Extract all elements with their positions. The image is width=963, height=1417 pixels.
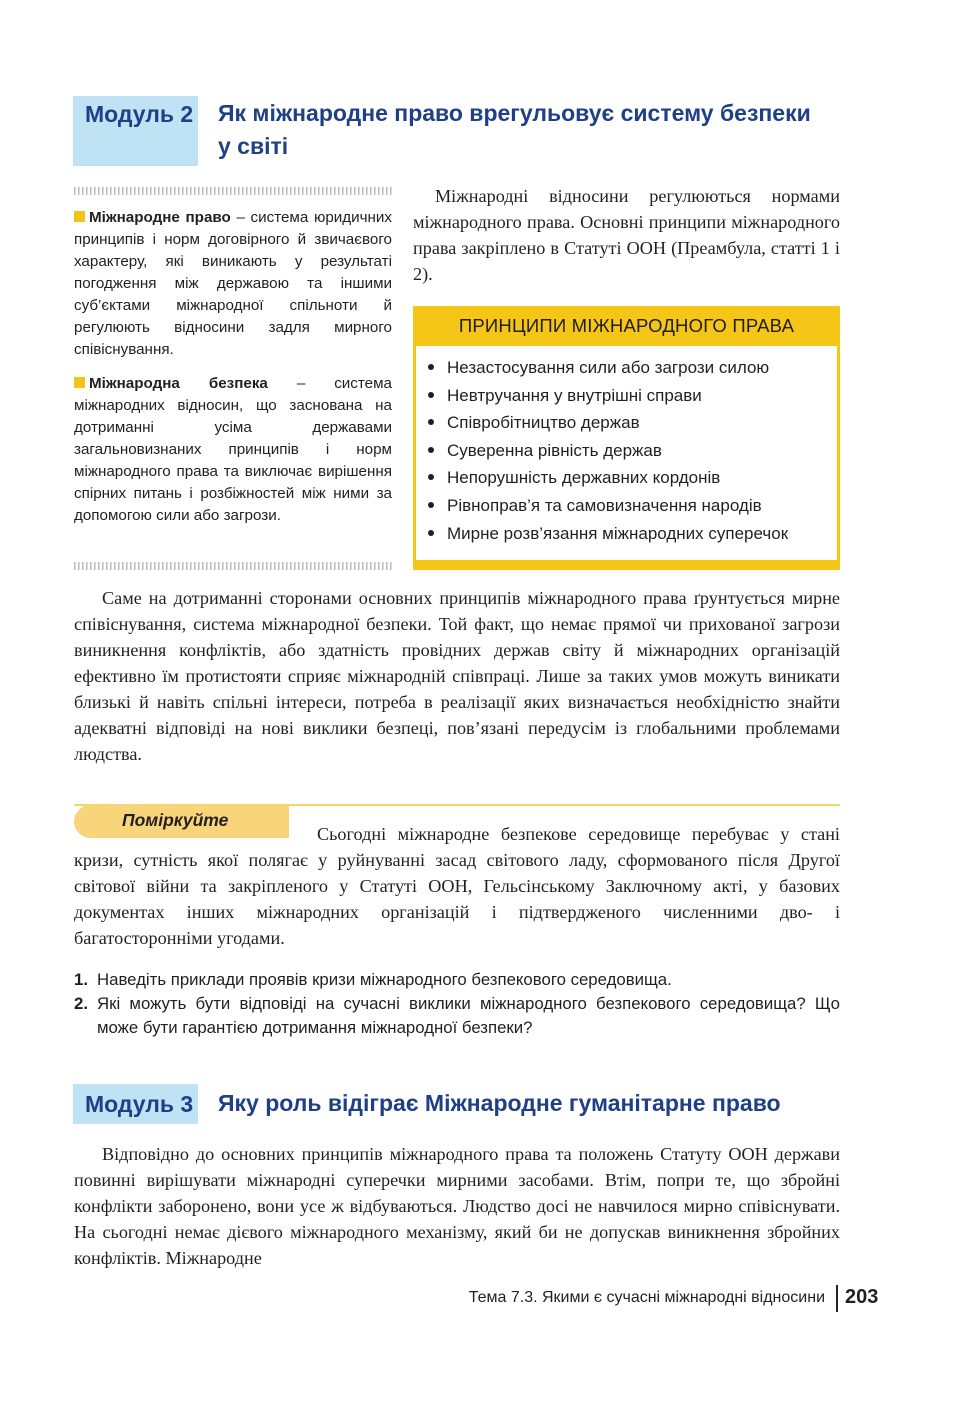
principle-text: Незастосування сили або загрози силою	[447, 358, 770, 377]
definition-term: Міжнародна безпека	[89, 375, 268, 392]
principles-list	[428, 354, 788, 547]
principle-text: Непорушність державних кордонів	[447, 468, 721, 488]
module-3-tag: Модуль 3	[73, 1084, 198, 1124]
question-text: Які можуть бути відповіді на сучасні виклики міжнародного безпекового середовища? Що може бути гарантією дотримання міжнародної безпеки?	[97, 994, 840, 1037]
yellow-square-bullet	[74, 377, 85, 388]
footer-topic: Тема 7.3. Якими є сучасні міжнародні відносини	[468, 1289, 825, 1306]
yellow-square-bullet	[74, 211, 85, 222]
question-number: 1.	[74, 970, 88, 989]
question-item	[74, 992, 840, 1040]
definition-term: Міжнародне право	[89, 209, 231, 226]
question-number: 2.	[74, 994, 88, 1013]
body-paragraph-2: Відповідно до основних принципів міжнародного права та положень Статуту ООН держави повинні вирішувати міжнародні суперечки мирними засобами. Втім, попри те, що збройні конфлікти заборонено, вони усе ж відбуваються. Людство досі не навчилося мирно співіснувати. На сьогодні немає дієвого міжнародного механізму, який би не допускав виникнення збройних конфліктів. Міжнародне	[74, 1144, 840, 1268]
footer-divider	[836, 1285, 838, 1312]
principle-item	[428, 409, 788, 437]
page-number: 203	[845, 1286, 879, 1308]
principle-text: Рівноправ’я та самовизначення народів	[447, 495, 762, 515]
bullet-icon	[428, 502, 434, 508]
definition-international-security	[74, 373, 392, 527]
bullet-icon	[428, 392, 434, 398]
principle-item	[428, 492, 788, 520]
module-3-title: Яку роль відіграє Міжнародне гуманітарне право	[218, 1090, 781, 1116]
principle-text: Невтручання у внутрішні справи	[447, 385, 702, 405]
principle-text: Співробітництво держав	[447, 413, 640, 433]
body-paragraph-1: Саме на дотриманні сторонами основних принципів міжнародного права ґрунтується мирне співіснування, система міжнародної безпеки. Той факт, що немає прямої чи прихованої загрози виникнення конфліктів, або здатність провідних держав світу й міжнародних організацій ефективно їм протистояти сприяє міжнародній співпраці. Лише за таких умов можуть виникати близькі й навіть спільні інтереси, потреба в реалізації яких визначається необхідністю знайти адекватні відповіді на нові виклики безпеці, пов’язані передусім із глобальними проблемами людства.	[74, 588, 840, 764]
bullet-icon	[428, 419, 434, 425]
bullet-icon	[428, 474, 434, 480]
principle-text: Суверенна рівність держав	[447, 440, 662, 460]
principle-item	[428, 520, 788, 548]
bullet-icon	[428, 447, 434, 453]
principles-heading: ПРИНЦИПИ МІЖНАРОДНОГО ПРАВА	[413, 306, 840, 346]
definition-text: – система юридичних принципів і норм договірного й звичаєвого характеру, які виникають у результаті погодження між державою та іншими суб’єктами міжнародної спільноти й регулюють відносини задля мирного співіснування.	[74, 209, 392, 358]
questions-list	[74, 968, 840, 1040]
think-text: Сьогодні міжнародне безпекове середовище перебуває у стані кризи, сутність якої полягає у руйнуванні засад світового ладу, сформованого після Другої світової війни та закріпленого у Статуті ООН, Гельсінському Заключному акті, у базових документах інших міжнародних організацій і підтвердженого численними дво- і багатосторонніми угодами.	[74, 824, 840, 948]
principle-text: Мирне розв’язання міжнародних суперечок	[447, 523, 789, 543]
principle-item	[428, 437, 788, 465]
module-2-title-line-1: Як міжнародне право врегульовує систему безпеки	[218, 100, 811, 126]
definition-international-law	[74, 207, 392, 361]
principle-item	[428, 354, 788, 382]
think-paragraph	[74, 821, 840, 951]
sidebar-top-divider	[74, 187, 392, 195]
question-text: Наведіть приклади проявів кризи міжнародного безпекового середовища.	[97, 970, 672, 989]
definition-text: – система міжнародних відносин, що заснована на дотриманні усіма державами загальновизнаних принципів і норм міжнародного права та виключає вирішення спірних питань і розбіжностей між ними за допомогою сили або загрози.	[74, 375, 392, 524]
bullet-icon	[428, 530, 434, 536]
intro-paragraph: Міжнародні відносини регулюються нормами міжнародного права. Основні принципи міжнародного права закріплено в Статуті ООН (Преамбула, статті 1 і 2).	[413, 186, 840, 284]
module-2-title-line-2: у світі	[218, 133, 289, 159]
bullet-icon	[428, 364, 434, 370]
principle-item	[428, 464, 788, 492]
module-2-title	[218, 97, 838, 163]
sidebar-bottom-divider	[74, 562, 392, 570]
think-label: Поміркуйте	[74, 805, 289, 838]
principle-item	[428, 382, 788, 410]
module-2-tag: Модуль 2	[73, 96, 198, 166]
question-item	[74, 968, 840, 992]
